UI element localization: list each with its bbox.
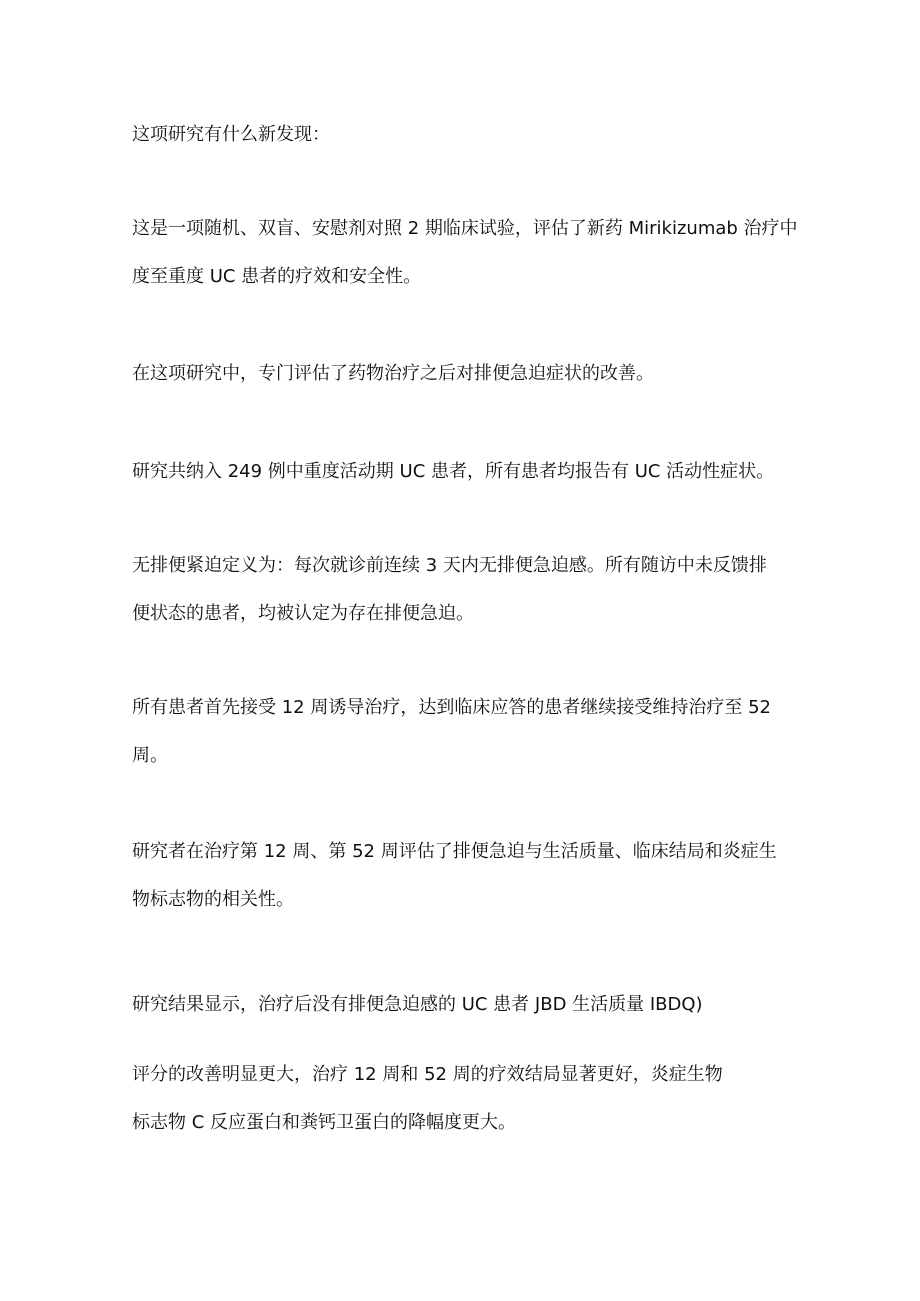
paragraph-line: 物标志物的相关性。 bbox=[132, 889, 294, 910]
paragraph-line: 评分的改善明显更大，治疗 12 周和 52 周的疗效结局显著更好，炎症生物 bbox=[132, 1064, 723, 1085]
paragraph-line: 研究共纳入 249 例中重度活动期 UC 患者，所有患者均报告有 UC 活动性症状。 bbox=[132, 461, 775, 482]
paragraph-line: 便状态的患者，均被认定为存在排便急迫。 bbox=[132, 603, 474, 624]
paragraph-line: 周。 bbox=[132, 745, 168, 766]
paragraph-line: 研究者在治疗第 12 周、第 52 周评估了排便急迫与生活质量、临床结局和炎症生 bbox=[132, 841, 777, 862]
paragraph-line: 这是一项随机、双盲、安慰剂对照 2 期临床试验，评估了新药 Mirikizumab 治疗中 bbox=[132, 218, 798, 239]
paragraph-line: 所有患者首先接受 12 周诱导治疗，达到临床应答的患者继续接受维持治疗至 52 bbox=[132, 697, 771, 718]
paragraph-line: 在这项研究中，专门评估了药物治疗之后对排便急迫症状的改善。 bbox=[132, 363, 654, 384]
paragraph-line: 研究结果显示，治疗后没有排便急迫感的 UC 患者 JBD 生活质量 IBDQ) bbox=[132, 994, 703, 1015]
paragraph-line: 度至重度 UC 患者的疗效和安全性。 bbox=[132, 266, 422, 287]
paragraph-line: 标志物 C 反应蛋白和粪钙卫蛋白的降幅度更大。 bbox=[132, 1112, 517, 1133]
paragraph-line: 无排便紧迫定义为：每次就诊前连续 3 天内无排便急迫感。所有随访中未反馈排 bbox=[132, 555, 767, 576]
section-heading: 这项研究有什么新发现： bbox=[132, 124, 330, 145]
